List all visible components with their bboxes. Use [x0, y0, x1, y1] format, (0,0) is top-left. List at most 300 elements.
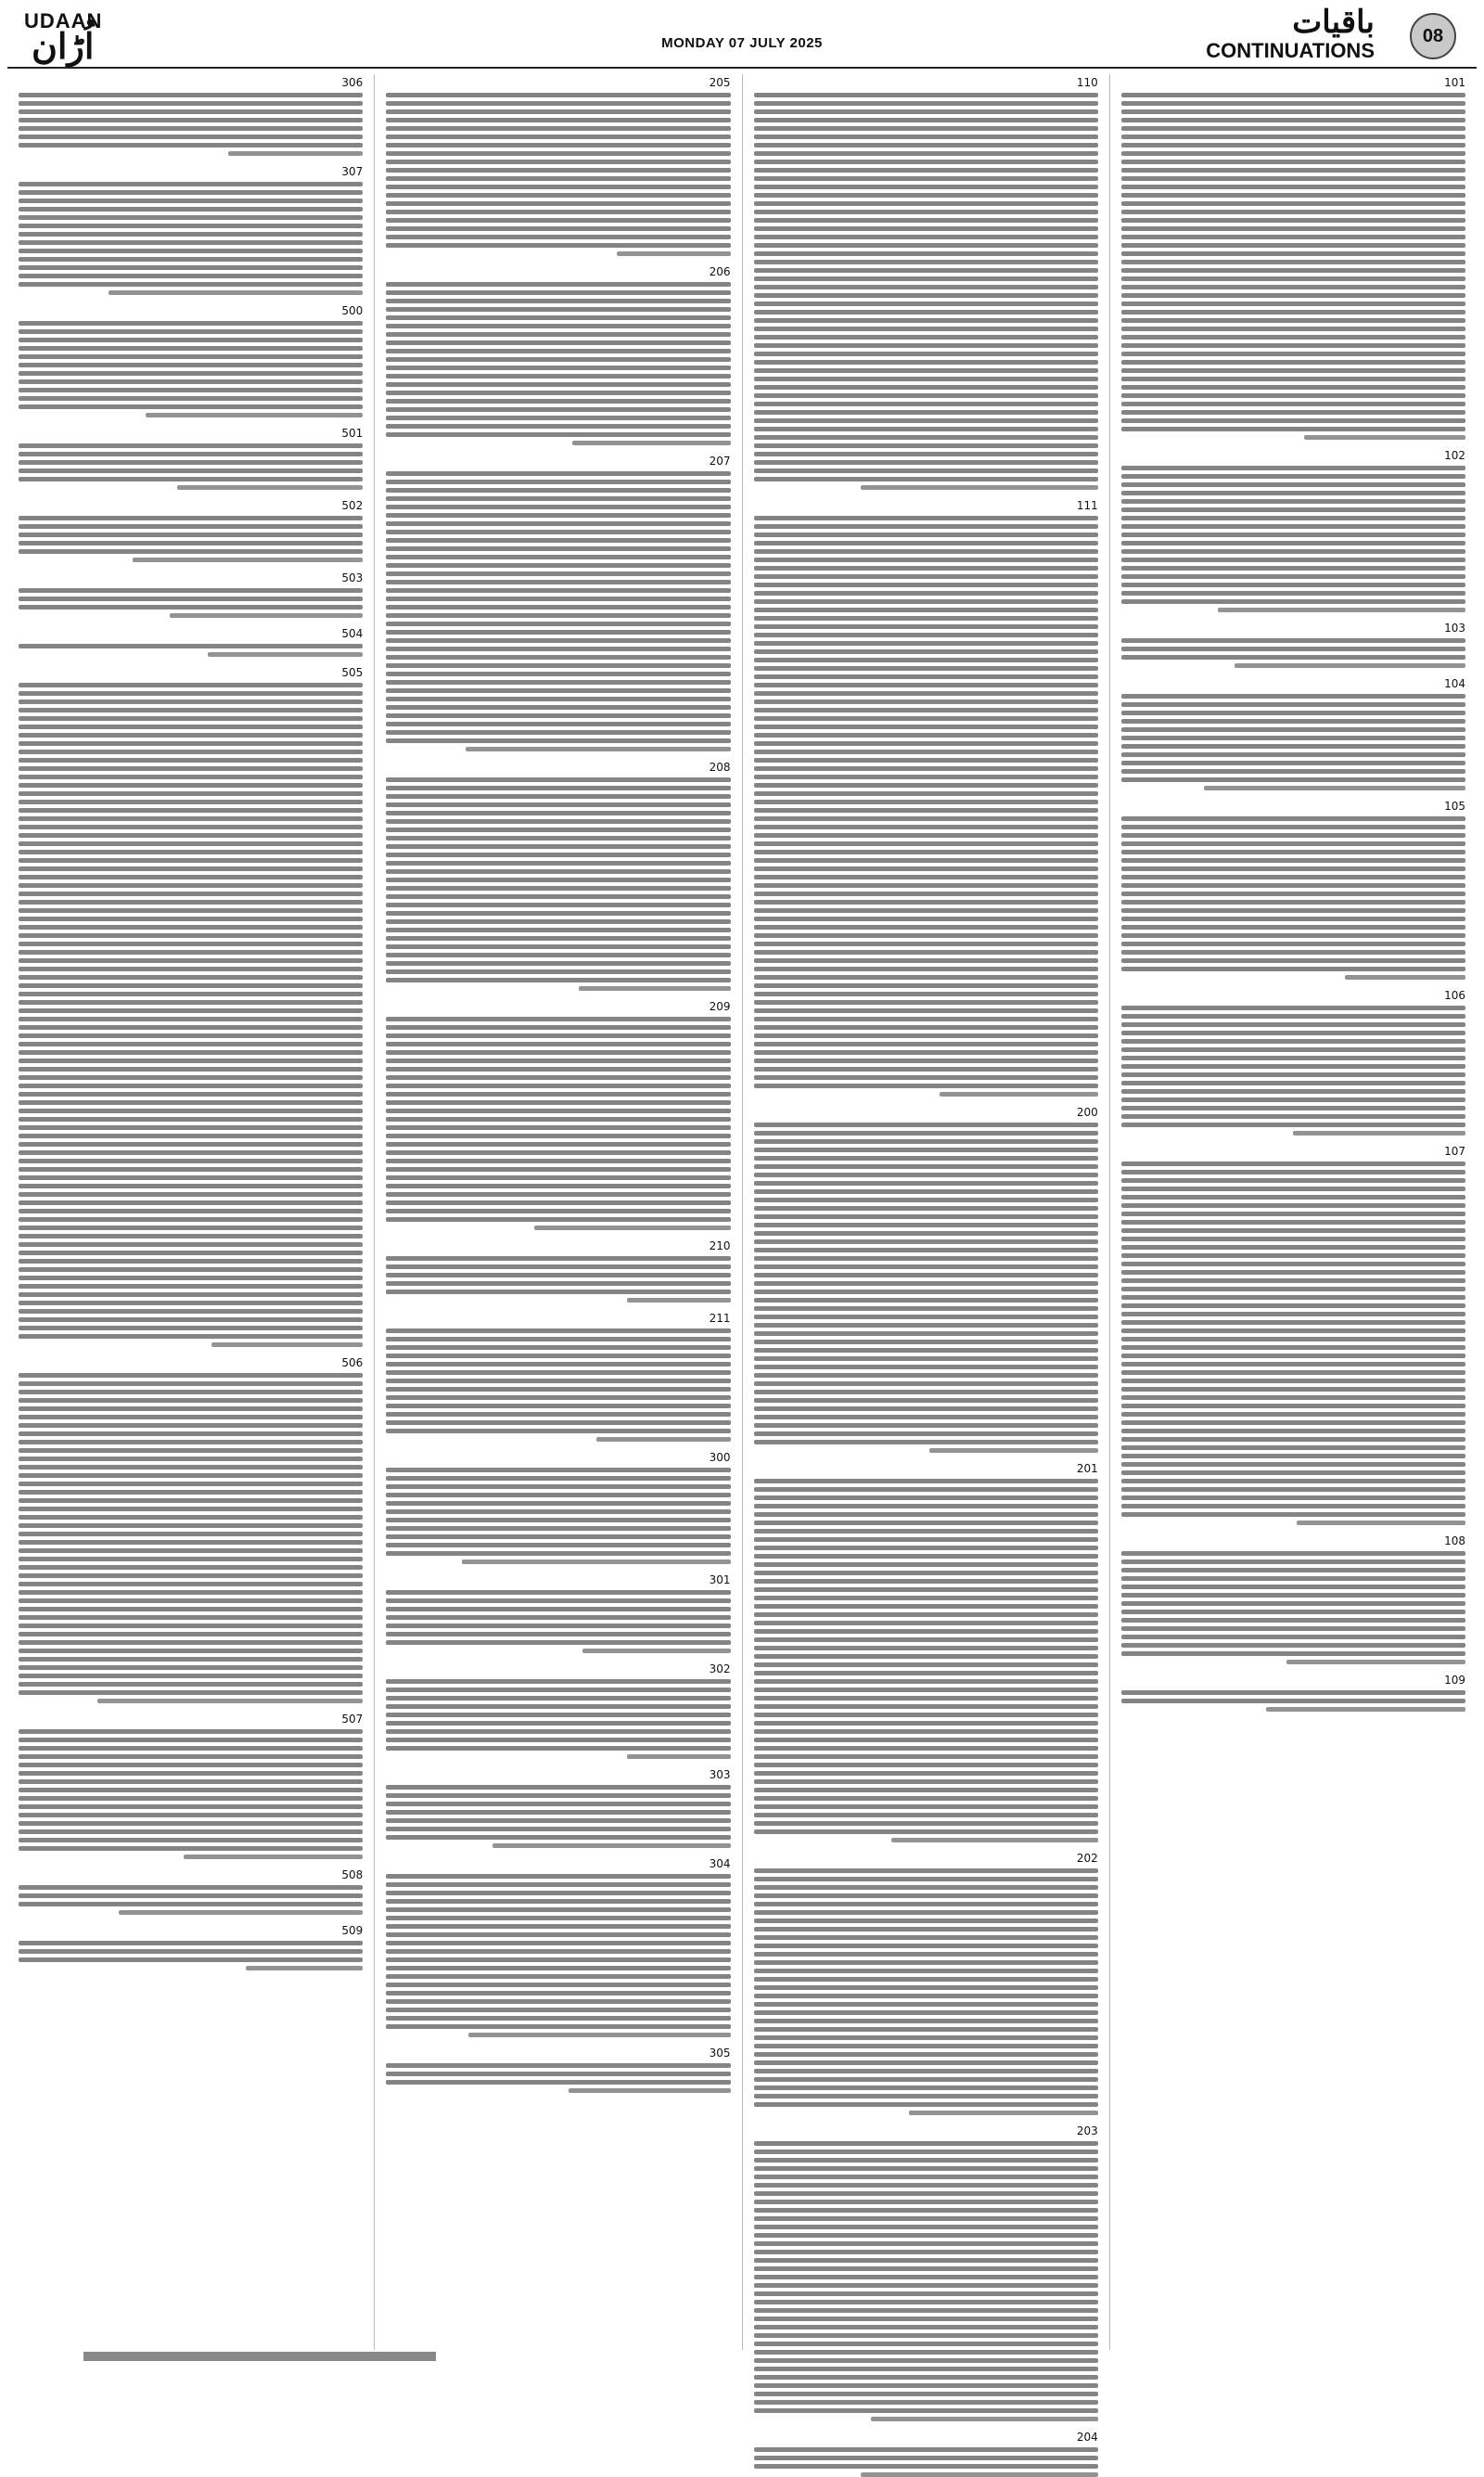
text-line	[19, 1615, 363, 1620]
text-line	[754, 2010, 1098, 2015]
text-line	[754, 2283, 1098, 2288]
text-line	[386, 1509, 730, 1514]
masthead	[0, 0, 1484, 67]
text-line	[1121, 599, 1465, 604]
text-line	[754, 2158, 1098, 2163]
text-line	[386, 672, 730, 676]
text-line	[940, 1092, 1098, 1097]
text-line	[386, 135, 730, 139]
text-line	[386, 1493, 730, 1497]
text-line	[19, 182, 363, 186]
text-line	[909, 2111, 1098, 2115]
text-line	[19, 1490, 363, 1495]
text-line	[754, 235, 1098, 239]
text-line	[754, 1804, 1098, 1809]
article-number: 501	[341, 427, 364, 440]
text-line	[754, 1290, 1098, 1294]
text-line	[386, 1746, 730, 1751]
text-line	[1121, 1228, 1465, 1233]
page-number-badge: 08	[1410, 13, 1456, 59]
text-line	[386, 126, 730, 131]
text-line	[754, 1148, 1098, 1152]
text-line	[1121, 1354, 1465, 1358]
text-line	[1121, 1320, 1465, 1325]
text-line	[754, 2102, 1098, 2107]
text-line	[19, 741, 363, 746]
issue-date: MONDAY 07 JULY 2025	[661, 35, 823, 51]
text-line	[754, 176, 1098, 181]
text-line	[754, 1529, 1098, 1534]
text-line	[579, 986, 730, 991]
text-line	[754, 2392, 1098, 2396]
text-line	[754, 1281, 1098, 1286]
text-line	[386, 1526, 730, 1531]
article	[1121, 622, 1465, 668]
text-line	[386, 1117, 730, 1122]
text-line	[386, 1835, 730, 1840]
article-number: 111	[1076, 499, 1098, 512]
text-line	[754, 1679, 1098, 1684]
text-line	[211, 1342, 363, 1347]
text-line	[1121, 841, 1465, 846]
text-line	[1121, 1635, 1465, 1639]
text-line	[19, 1000, 363, 1005]
text-line	[386, 399, 730, 404]
text-line	[754, 524, 1098, 529]
text-line	[754, 791, 1098, 796]
text-line	[386, 1059, 730, 1063]
text-line	[19, 1507, 363, 1511]
text-line	[19, 1690, 363, 1695]
text-line	[19, 933, 363, 938]
text-line	[19, 232, 363, 237]
text-line	[386, 1949, 730, 1954]
text-line	[1121, 93, 1465, 97]
text-line	[1121, 1337, 1465, 1341]
article	[754, 1462, 1098, 1842]
text-line	[754, 1025, 1098, 1030]
text-line	[386, 1810, 730, 1815]
text-line	[386, 349, 730, 353]
text-line	[386, 1075, 730, 1080]
text-line	[754, 825, 1098, 829]
text-line	[386, 530, 730, 534]
text-line	[627, 1298, 730, 1303]
text-line	[19, 733, 363, 738]
text-line	[19, 841, 363, 846]
text-line	[754, 1067, 1098, 1072]
text-line	[386, 1974, 730, 1979]
text-line	[1304, 435, 1465, 440]
text-line	[1121, 1470, 1465, 1475]
text-line	[754, 2150, 1098, 2154]
text-line	[386, 1590, 730, 1595]
text-line	[386, 1924, 730, 1929]
text-line	[386, 1957, 730, 1962]
text-line	[754, 1306, 1098, 1311]
article-number: 211	[709, 1312, 731, 1325]
text-line	[754, 2019, 1098, 2023]
text-line	[754, 477, 1098, 481]
text-line	[1121, 933, 1465, 938]
article-number: 504	[341, 627, 364, 640]
text-line	[19, 1523, 363, 1528]
text-line	[754, 2044, 1098, 2048]
text-line	[754, 892, 1098, 896]
text-line	[386, 1899, 730, 1904]
text-line	[386, 1916, 730, 1920]
article-number: 208	[709, 761, 731, 774]
text-line	[386, 819, 730, 824]
text-line	[1121, 1362, 1465, 1367]
text-line	[754, 1381, 1098, 1386]
text-line	[1121, 866, 1465, 871]
text-line	[754, 2308, 1098, 2313]
text-line	[754, 1123, 1098, 1127]
text-line	[19, 1779, 363, 1784]
text-line	[19, 1640, 363, 1645]
article-number: 210	[709, 1239, 731, 1252]
text-line	[19, 396, 363, 401]
article-number: 502	[341, 499, 364, 512]
text-line	[386, 1679, 730, 1684]
article	[19, 499, 363, 562]
text-line	[1121, 1278, 1465, 1283]
text-line	[386, 340, 730, 345]
text-line	[19, 265, 363, 270]
text-line	[97, 1699, 363, 1703]
text-line	[1121, 1487, 1465, 1492]
text-line	[386, 861, 730, 866]
text-line	[1121, 719, 1465, 724]
text-line	[754, 1181, 1098, 1186]
article-number: 203	[1076, 2124, 1098, 2137]
text-line	[19, 1763, 363, 1767]
text-line	[386, 324, 730, 328]
text-line	[754, 1621, 1098, 1625]
text-line	[1121, 917, 1465, 921]
text-line	[754, 1779, 1098, 1784]
text-line	[386, 1802, 730, 1806]
text-line	[386, 1209, 730, 1213]
text-line	[754, 168, 1098, 173]
text-line	[1121, 1379, 1465, 1383]
text-line	[19, 1025, 363, 1030]
article-number: 305	[709, 2047, 731, 2060]
text-line	[19, 1381, 363, 1386]
text-line	[754, 1042, 1098, 1046]
text-line	[627, 1754, 730, 1759]
text-line	[754, 1604, 1098, 1609]
text-line	[19, 1267, 363, 1272]
text-line	[754, 2250, 1098, 2254]
text-line	[386, 638, 730, 643]
text-line	[386, 1729, 730, 1734]
text-line	[754, 260, 1098, 264]
text-line	[1297, 1521, 1465, 1525]
text-line	[1121, 482, 1465, 487]
text-line	[468, 2033, 730, 2037]
text-line	[754, 443, 1098, 448]
text-line	[754, 2216, 1098, 2221]
text-line	[386, 1518, 730, 1522]
text-line	[1121, 1395, 1465, 1400]
text-line	[19, 1142, 363, 1147]
text-line	[1121, 393, 1465, 398]
article	[19, 571, 363, 618]
text-line	[19, 1515, 363, 1520]
text-line	[386, 1100, 730, 1105]
text-line	[1121, 1479, 1465, 1483]
text-line	[754, 2447, 1098, 2452]
text-line	[19, 1117, 363, 1122]
text-line	[19, 135, 363, 139]
text-line	[1121, 1593, 1465, 1598]
text-line	[754, 516, 1098, 520]
text-line	[386, 1501, 730, 1506]
text-line	[1121, 1420, 1465, 1425]
text-line	[1121, 109, 1465, 114]
text-line	[1218, 608, 1465, 612]
text-line	[19, 1008, 363, 1013]
article-number: 102	[1444, 449, 1465, 462]
text-line	[386, 109, 730, 114]
text-line	[184, 1855, 363, 1859]
text-line	[19, 1109, 363, 1113]
text-line	[19, 791, 363, 796]
text-line	[1121, 1203, 1465, 1208]
text-line	[754, 699, 1098, 704]
text-line	[493, 1843, 730, 1848]
text-line	[754, 1868, 1098, 1873]
text-line	[754, 2400, 1098, 2405]
text-line	[386, 928, 730, 932]
text-line	[754, 393, 1098, 398]
text-line	[754, 377, 1098, 381]
text-line	[19, 1893, 363, 1898]
text-line	[754, 1033, 1098, 1038]
text-line	[754, 285, 1098, 289]
text-line	[19, 883, 363, 888]
text-line	[754, 783, 1098, 788]
text-line	[19, 1746, 363, 1751]
text-line	[1121, 516, 1465, 520]
article-number: 300	[709, 1451, 731, 1464]
text-line	[386, 786, 730, 790]
text-line	[19, 1729, 363, 1734]
text-line	[19, 274, 363, 278]
text-line	[386, 1721, 730, 1726]
text-line	[572, 441, 731, 445]
text-line	[1121, 1404, 1465, 1408]
text-line	[1121, 176, 1465, 181]
text-line	[386, 563, 730, 568]
text-line	[754, 716, 1098, 721]
text-line	[754, 1504, 1098, 1508]
text-line	[386, 210, 730, 214]
text-line	[1121, 1170, 1465, 1174]
text-line	[1121, 1039, 1465, 1044]
text-line	[1121, 925, 1465, 930]
article-number: 201	[1076, 1462, 1098, 1475]
text-line	[19, 925, 363, 930]
text-line	[1121, 418, 1465, 423]
text-line	[19, 1259, 363, 1264]
text-line	[754, 866, 1098, 871]
text-line	[754, 1746, 1098, 1751]
text-line	[386, 1150, 730, 1155]
text-line	[386, 1907, 730, 1912]
text-line	[19, 942, 363, 946]
text-line	[754, 1952, 1098, 1957]
text-line	[386, 1818, 730, 1823]
text-line	[1121, 647, 1465, 651]
text-line	[754, 1763, 1098, 1767]
text-line	[19, 1821, 363, 1826]
header-rule	[7, 67, 1477, 69]
text-line	[1121, 151, 1465, 156]
text-line	[386, 944, 730, 949]
article	[386, 455, 730, 751]
text-line	[754, 93, 1098, 97]
text-line	[1121, 1504, 1465, 1508]
text-line	[754, 566, 1098, 571]
text-line	[19, 983, 363, 988]
section-title: CONTINUATIONS	[1206, 39, 1375, 62]
text-line	[386, 1543, 730, 1547]
text-line	[1121, 769, 1465, 774]
text-line	[871, 2417, 1098, 2421]
text-line	[754, 360, 1098, 365]
text-line	[19, 1084, 363, 1088]
text-line	[754, 2208, 1098, 2213]
text-line	[582, 1649, 731, 1653]
article-number: 110	[1076, 76, 1098, 89]
text-line	[386, 1109, 730, 1113]
article	[386, 1573, 730, 1653]
text-line	[1121, 1429, 1465, 1433]
text-line	[19, 1184, 363, 1188]
text-line	[386, 1932, 730, 1937]
text-line	[19, 917, 363, 921]
text-line	[754, 558, 1098, 562]
article-number: 207	[709, 455, 731, 468]
text-line	[386, 1387, 730, 1392]
text-line	[1121, 1253, 1465, 1258]
text-line	[19, 388, 363, 392]
text-line	[754, 1821, 1098, 1826]
column	[7, 74, 374, 2350]
text-line	[754, 1944, 1098, 1948]
text-line	[386, 1345, 730, 1350]
text-line	[754, 2291, 1098, 2296]
text-line	[228, 151, 363, 156]
text-line	[19, 1448, 363, 1453]
text-line	[754, 992, 1098, 996]
text-line	[754, 908, 1098, 913]
text-line	[754, 2191, 1098, 2196]
text-line	[386, 1534, 730, 1539]
text-line	[19, 875, 363, 879]
article	[19, 165, 363, 295]
text-line	[754, 1977, 1098, 1982]
text-line	[19, 109, 363, 114]
text-line	[386, 407, 730, 412]
text-line	[1121, 967, 1465, 971]
text-line	[754, 2333, 1098, 2338]
text-line	[19, 215, 363, 220]
column	[374, 74, 741, 2350]
text-line	[1121, 1312, 1465, 1316]
text-line	[386, 1941, 730, 1945]
article	[386, 1239, 730, 1303]
article	[1121, 1674, 1465, 1712]
text-line	[19, 363, 363, 367]
text-line	[754, 1704, 1098, 1709]
text-line	[208, 652, 363, 657]
article	[19, 627, 363, 657]
text-line	[386, 1598, 730, 1603]
text-line	[19, 900, 363, 905]
text-line	[19, 1217, 363, 1222]
text-line	[19, 1949, 363, 1954]
text-line	[386, 730, 730, 735]
text-line	[754, 841, 1098, 846]
text-line	[1293, 1131, 1465, 1136]
text-line	[19, 644, 363, 648]
text-line	[386, 1167, 730, 1172]
text-line	[170, 613, 363, 618]
text-line	[133, 558, 364, 562]
text-line	[19, 1326, 363, 1330]
text-line	[386, 1891, 730, 1895]
text-line	[19, 1941, 363, 1945]
text-line	[1121, 1568, 1465, 1572]
text-line	[754, 1214, 1098, 1219]
text-line	[19, 143, 363, 148]
text-line	[1121, 260, 1465, 264]
text-line	[754, 226, 1098, 231]
text-line	[754, 1423, 1098, 1428]
text-line	[19, 1482, 363, 1486]
text-line	[754, 302, 1098, 306]
text-line	[754, 1579, 1098, 1584]
text-line	[754, 775, 1098, 779]
text-line	[754, 143, 1098, 148]
text-line	[754, 2183, 1098, 2188]
text-line	[754, 883, 1098, 888]
text-line	[386, 738, 730, 743]
text-line	[754, 2069, 1098, 2073]
text-line	[386, 1991, 730, 1996]
text-line	[754, 741, 1098, 746]
text-line	[754, 2141, 1098, 2146]
text-line	[386, 722, 730, 726]
text-line	[386, 505, 730, 509]
text-line	[386, 1607, 730, 1611]
text-line	[386, 299, 730, 303]
article	[754, 76, 1098, 490]
text-line	[1121, 318, 1465, 323]
text-line	[1121, 466, 1465, 470]
text-line	[754, 109, 1098, 114]
article-number: 204	[1076, 2431, 1098, 2444]
text-line	[1121, 950, 1465, 955]
text-line	[386, 1362, 730, 1367]
text-line	[1121, 1089, 1465, 1094]
text-line	[19, 691, 363, 696]
text-line	[754, 126, 1098, 131]
